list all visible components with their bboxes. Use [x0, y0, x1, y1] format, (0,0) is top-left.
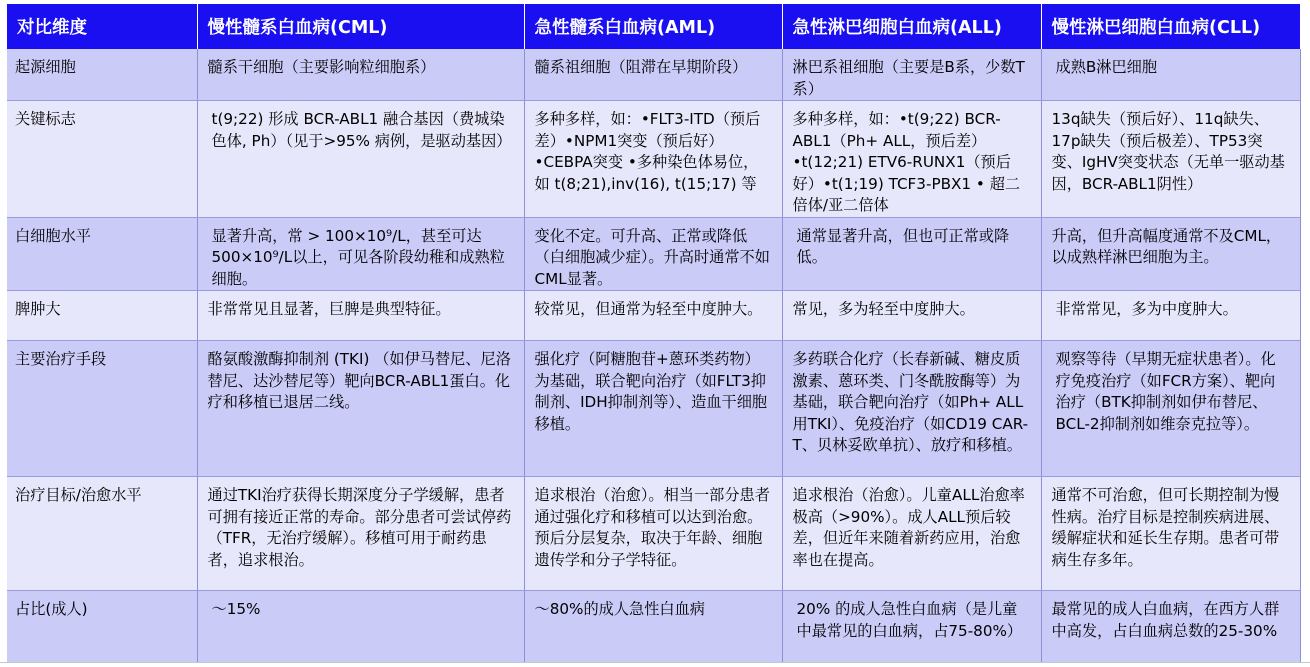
- cell-aml: 追求根治（治愈）。相当一部分患者通过强化疗和移植可以达到治愈。预后分层复杂，取决于年龄、细胞遗传学和分子学特征。: [524, 477, 782, 591]
- cell-cll: 最常见的成人白血病，在西方人群中高发，占白血病总数的25-30%: [1041, 591, 1300, 663]
- row-label: 白细胞水平: [7, 217, 197, 291]
- cell-cll: 成熟B淋巴细胞: [1041, 49, 1300, 101]
- header-dimension: 对比维度: [7, 4, 197, 49]
- cell-cml: ～15%: [197, 591, 524, 663]
- cell-aml: 髓系祖细胞（阻滞在早期阶段）: [524, 49, 782, 101]
- row-label: 占比(成人): [7, 591, 197, 663]
- cell-all: 追求根治（治愈）。儿童ALL治愈率极高（>90%）。成人ALL预后较差，但近年来随着新药应用，治愈率也在提高。: [782, 477, 1041, 591]
- cell-all: 通常显著升高，但也可正常或降低。: [782, 217, 1041, 291]
- cell-cml: 显著升高，常 > 100×10⁹/L，甚至可达500×10⁹/L以上，可见各阶段幼稚和成熟粒细胞。: [197, 217, 524, 291]
- table-row: [7, 217, 1300, 291]
- row-label: 主要治疗手段: [7, 341, 197, 477]
- header-cll: 慢性淋巴细胞白血病(CLL): [1041, 4, 1300, 49]
- cell-cll: 观察等待（早期无症状患者）。化疗免疫治疗（如FCR方案）、靶向治疗（BTK抑制剂如伊布替尼、BCL-2抑制剂如维奈克拉等）。: [1041, 341, 1300, 477]
- cell-all: 常见，多为轻至中度肿大。: [782, 291, 1041, 341]
- table-row: [7, 591, 1300, 663]
- row-label: 脾肿大: [7, 291, 197, 341]
- cell-aml: 多种多样，如：•FLT3-ITD（预后差）•NPM1突变（预后好）•CEBPA突变 •多种染色体易位，如 t(8;21),inv(16), t(15;17) 等: [524, 101, 782, 218]
- cell-all: 20% 的成人急性白血病（是儿童中最常见的白血病，占75-80%）: [782, 591, 1041, 663]
- cell-cml: 非常常见且显著，巨脾是典型特征。: [197, 291, 524, 341]
- cell-aml: 强化疗（阿糖胞苷+蒽环类药物）为基础，联合靶向治疗（如FLT3抑制剂、IDH抑制剂等）、造血干细胞移植。: [524, 341, 782, 477]
- cell-cll: 通常不可治愈，但可长期控制为慢性病。治疗目标是控制疾病进展、缓解症状和延长生存期。患者可带病生存多年。: [1041, 477, 1300, 591]
- cell-cml: t(9;22) 形成 BCR-ABL1 融合基因（费城染色体, Ph）（见于>95% 病例，是驱动基因）: [197, 101, 524, 218]
- cell-cml: 酪氨酸激酶抑制剂 (TKI) （如伊马替尼、尼洛替尼、达沙替尼等）靶向BCR-ABL1蛋白。化疗和移植已退居二线。: [197, 341, 524, 477]
- cell-aml: ～80%的成人急性白血病: [524, 591, 782, 663]
- table-row: [7, 49, 1300, 101]
- row-label: 关键标志: [7, 101, 197, 218]
- cell-all: 多种多样，如：•t(9;22) BCR-ABL1（Ph+ ALL，预后差）•t(12;21) ETV6-RUNX1（预后好）•t(1;19) TCF3-PBX1 • 超二倍体/亚二倍体: [782, 101, 1041, 218]
- cell-cll: 13q缺失（预后好）、11q缺失、17p缺失（预后极差）、TP53突变、IgHV突变状态（无单一驱动基因，BCR-ABL1阴性）: [1041, 101, 1300, 218]
- cell-aml: 较常见，但通常为轻至中度肿大。: [524, 291, 782, 341]
- table-row: [7, 101, 1300, 218]
- table-row: [7, 341, 1300, 477]
- leukemia-comparison-table: [7, 4, 1301, 663]
- cell-all: 多药联合化疗（长春新碱、糖皮质激素、蒽环类、门冬酰胺酶等）为基础，联合靶向治疗（如Ph+ ALL用TKI）、免疫治疗（如CD19 CAR-T、贝林妥欧单抗）、放疗和移植。: [782, 341, 1041, 477]
- bottom-divider: [0, 662, 1310, 663]
- table-row: [7, 477, 1300, 591]
- cell-aml: 变化不定。可升高、正常或降低（白细胞减少症）。升高时通常不如CML显著。: [524, 217, 782, 291]
- cell-cll: 升高，但升高幅度通常不及CML，以成熟样淋巴细胞为主。: [1041, 217, 1300, 291]
- cell-cml: 髓系干细胞（主要影响粒细胞系）: [197, 49, 524, 101]
- row-label: 治疗目标/治愈水平: [7, 477, 197, 591]
- table-row: [7, 291, 1300, 341]
- cell-all: 淋巴系祖细胞（主要是B系，少数T系）: [782, 49, 1041, 101]
- header-all: 急性淋巴细胞白血病(ALL): [782, 4, 1041, 49]
- cell-cll: 非常常见，多为中度肿大。: [1041, 291, 1300, 341]
- header-cml: 慢性髓系白血病(CML): [197, 4, 524, 49]
- cell-cml: 通过TKI治疗获得长期深度分子学缓解，患者可拥有接近正常的寿命。部分患者可尝试停药（TFR，无治疗缓解）。移植可用于耐药患者，追求根治。: [197, 477, 524, 591]
- header-aml: 急性髓系白血病(AML): [524, 4, 782, 49]
- header-row: [7, 4, 1300, 49]
- row-label: 起源细胞: [7, 49, 197, 101]
